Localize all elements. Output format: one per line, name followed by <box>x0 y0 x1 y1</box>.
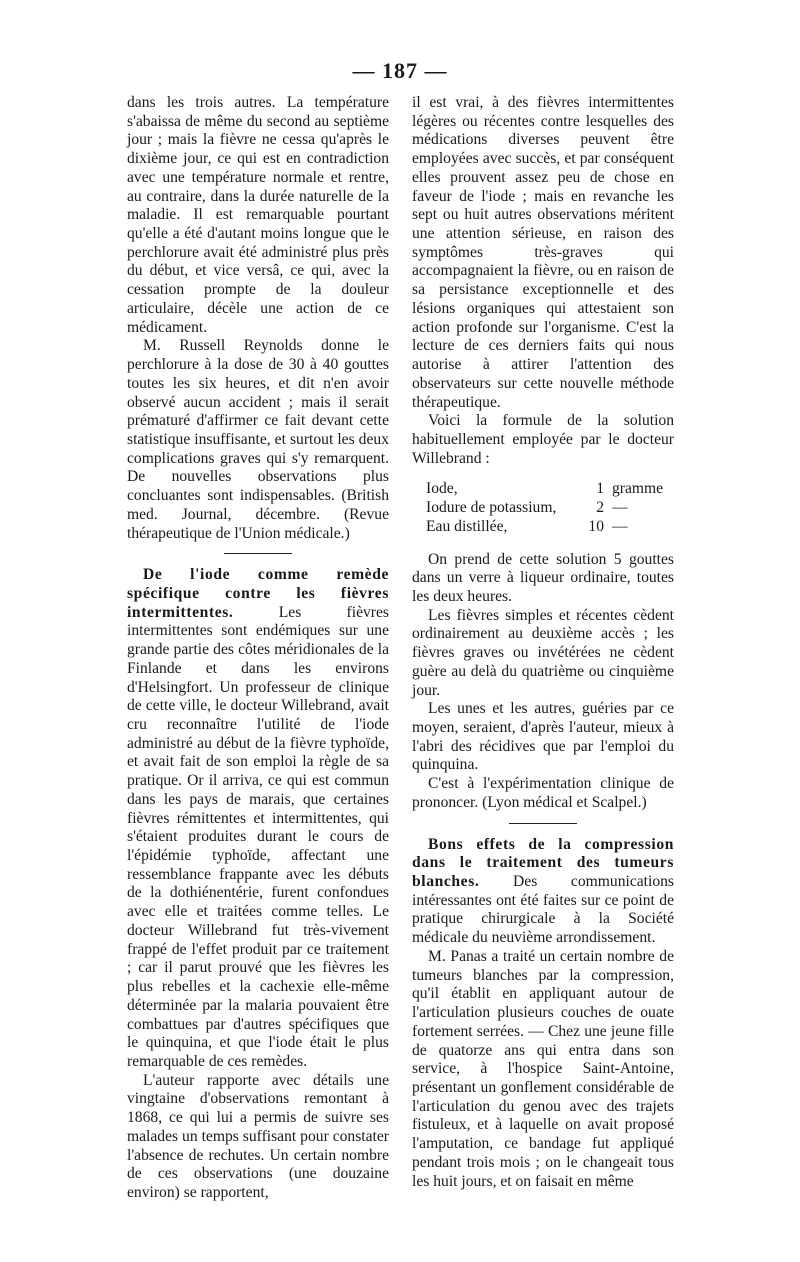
right-column <box>412 94 674 1191</box>
section-heading: Bons effets de la compression dans le traitement des tumeurs blanches. <box>412 835 674 891</box>
formula-row <box>426 480 674 499</box>
paragraph: dans les trois autres. La température s'abaissa de même du second au septième jour ; mais la fièvre ne cessa qu'après le dixième jour, ce qui est en contradiction avec une température normale et rentre, au contraire, dans la durée naturelle de la maladie. Il est remarquable pourtant qu'elle a été d'autant moins longue que le perchlorure avait été administré plus près du début, et vice versâ, ce qui, avec la cessation prompte de la douleur articulaire, décèle une action de ce médicament. <box>127 94 389 336</box>
section-divider <box>509 823 577 824</box>
paragraph: On prend de cette solution 5 gouttes dans un verre à liqueur ordinaire, toutes les deux heures. <box>412 550 674 605</box>
formula-unit: gramme <box>612 480 664 498</box>
formula-row <box>426 499 674 518</box>
formula-table <box>426 480 674 536</box>
formula-quantity: 1 <box>596 480 604 498</box>
paragraph: il est vrai, à des fièvres intermittentes légères ou récentes contre lesquelles des médications diverses peuvent être employées avec succès, et par conséquent elles prouvent assez peu de chose en faveur de l'iode ; mais en revanche les sept ou huit autres observations méritent une attention sérieuse, en raison des symptômes très-graves qui accompagnaient la fièvre, ou en raison de sa persistance exceptionnelle et des lésions organiques qui attestaient son action profonde sur l'organisme. C'est la lecture de ces derniers faits qui nous autorise à attirer l'attention des observateurs sur cette nouvelle méthode thérapeutique. <box>412 94 674 411</box>
section-paragraph <box>412 836 674 948</box>
formula-unit: — <box>612 499 628 517</box>
formula-quantity: 10 <box>588 517 604 535</box>
section-divider <box>224 553 292 554</box>
paragraph: C'est à l'expérimentation clinique de prononcer. (Lyon médical et Scalpel.) <box>412 775 674 811</box>
left-column <box>127 94 389 1203</box>
formula-quantity: 2 <box>596 499 604 517</box>
formula-item: Iode, <box>426 480 458 498</box>
paragraph: M. Panas a traité un certain nombre de tumeurs blanches par la compression, qu'il établit en appliquant autour de l'articulation plusieurs couches de ouate fortement serrées. — Chez une jeune fille de quatorze ans qui entra dans son service, à l'hospice Saint-Antoine, présentant un gonflement considérable de l'articulation du genou avec des trajets fistuleux, et à laquelle on avait proposé l'amputation, ce bandage fut appliqué pendant trois mois ; on le changeait tous les huit jours, et on faisait en même <box>412 947 674 1190</box>
formula-row <box>426 518 674 537</box>
formula-item: Iodure de potassium, <box>426 499 557 517</box>
formula-unit: — <box>612 517 628 535</box>
section-paragraph <box>127 566 389 1071</box>
paragraph-text: Les fièvres intermittentes sont endémiques sur une grande partie des côtes méridionales de la Finlande et dans les environs d'Helsingfort. Un professeur de clinique de cette ville, le docteur Willebrand, avait cru reconnaître l'utilité de l'iode administré au début de la fièvre typhoïde, et avait fait de son emploi la règle de sa pratique. Or il arriva, ce qui est commun dans les pays de marais, que certaines fièvres rémittentes et intermittentes, qui s'étaient produites durant le cours de l'épidémie typhoïde, affectant une ressemblance frappante avec les débuts de la dothiénentérie, furent confondues avec elle et traitées comme telles. Le docteur Willebrand fut très-vivement frappé de l'effet produit par ce traitement ; car il parut prouvé que les fièvres les plus rebelles et la cachexie elle-même déterminée par la malaria pouvaient être combattues par d'autres spécifiques que le quinquina, et que l'iode était le plus remarquable de ces remèdes. <box>127 603 389 1070</box>
paragraph: Les fièvres simples et récentes cèdent ordinairement au deuxième accès ; les fièvres graves ou invétérées ne cèdent guère au delà du quatrième ou cinquième jour. <box>412 606 674 699</box>
paragraph: L'auteur rapporte avec détails une vingtaine d'observations remontant à 1868, ce qui lui a permis de suivre ses malades un temps suffisant pour constater l'absence de rechutes. Un certain nombre de ces observations (une douzaine environ) se rapportent, <box>127 1071 389 1201</box>
page-number: — 187 — <box>352 58 448 83</box>
paragraph-text: Des communications intéressantes ont été faites sur ce point de pratique chirurgicale à la Société médicale du neuvième arrondissement. <box>412 873 674 947</box>
paragraph: Les unes et les autres, guéries par ce moyen, seraient, d'après l'auteur, mieux à l'abri des récidives que par l'emploi du quinquina. <box>412 700 674 774</box>
section-heading: De l'iode comme remède spécifique contre les fièvres intermittentes. <box>127 566 389 621</box>
formula-item: Eau distillée, <box>426 517 508 535</box>
paragraph: M. Russell Reynolds donne le perchlorure à la dose de 30 à 40 gouttes toutes les six heures, et dit n'en avoir observé aucun accident ; mais il serait prématuré d'affirmer ce fait devant cette statistique insuffisante, et surtout les deux complications graves qui s'y remarquent. De nouvelles observations plus concluantes sont indispensables. (British med. Journal, décembre. (Revue thérapeutique de l'Union médicale.) <box>127 337 389 542</box>
paragraph: Voici la formule de la solution habituellement employée par le docteur Willebrand : <box>412 412 674 467</box>
